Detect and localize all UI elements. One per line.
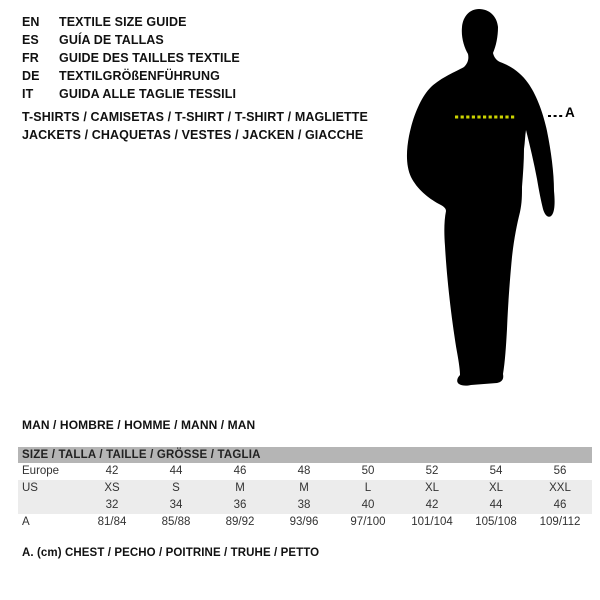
size-table-header: SIZE / TALLA / TAILLE / GRÖSSE / TAGLIA [18,447,592,463]
size-cell: L [364,482,372,494]
size-cell: 89/92 [225,516,255,528]
language-row-it [22,85,240,103]
table-row-numeric [18,497,592,514]
category-lines [22,108,368,144]
size-cell: 50 [361,465,375,477]
size-cell: 34 [169,499,183,511]
table-row-europe [18,463,592,480]
category-jackets: JACKETS / CHAQUETAS / VESTES / JACKEN / GIACCHE [22,128,364,142]
size-cell: 32 [105,499,119,511]
language-code: ES [22,33,39,47]
size-cell: XS [104,482,120,494]
size-cell: 40 [361,499,375,511]
language-code: EN [22,15,40,29]
size-cell: 48 [297,465,311,477]
category-tshirts: T-SHIRTS / CAMISETAS / T-SHIRT / T-SHIRT / MAGLIETTE [22,110,368,124]
language-label: TEXTILGRÖßENFÜHRUNG [59,69,220,83]
size-cell: 97/100 [350,516,386,528]
size-cell: 46 [233,465,247,477]
language-label: GUIDA ALLE TAGLIE TESSILI [59,87,237,101]
size-cell: XXL [549,482,571,494]
language-label: GUÍA DE TALLAS [59,33,164,47]
table-row-us [18,480,592,497]
size-cell: 54 [489,465,503,477]
language-row-en [22,13,240,31]
size-cell: 56 [553,465,567,477]
size-cell: 42 [425,499,439,511]
size-cell: M [235,482,245,494]
language-code: FR [22,51,39,65]
language-code: IT [22,87,34,101]
size-table [18,447,592,531]
chest-measure-label: A [565,105,575,120]
language-row-de [22,67,240,85]
language-list [22,13,240,103]
size-cell: 109/112 [539,516,581,528]
row-label [18,497,80,514]
size-cell: M [299,482,309,494]
language-label: TEXTILE SIZE GUIDE [59,15,187,29]
size-cell: 36 [233,499,247,511]
language-row-es [22,31,240,49]
language-label: GUIDE DES TAILLES TEXTILE [59,51,240,65]
table-row-chest-a [18,514,592,531]
size-cell: 101/104 [411,516,453,528]
size-cell: XL [488,482,504,494]
section-title-man: MAN / HOMBRE / HOMME / MANN / MAN [22,418,256,432]
measurement-footnote: A. (cm) CHEST / PECHO / POITRINE / TRUHE / PETTO [22,547,320,559]
row-label: Europe [22,465,60,477]
man-silhouette-figure [400,0,600,400]
row-label: A [22,516,30,528]
size-cell: S [172,482,180,494]
size-cell: 38 [297,499,311,511]
size-cell: 93/96 [289,516,319,528]
size-cell: XL [424,482,440,494]
man-silhouette-shape [407,9,555,386]
language-code: DE [22,69,40,83]
size-cell: 42 [105,465,119,477]
size-cell: 46 [553,499,567,511]
size-cell: 105/108 [475,516,517,528]
row-label: US [22,482,38,494]
size-cell: 52 [425,465,439,477]
size-cell: 81/84 [97,516,127,528]
size-cell: 44 [489,499,503,511]
size-cell: 44 [169,465,183,477]
size-cell: 85/88 [161,516,191,528]
language-row-fr [22,49,240,67]
